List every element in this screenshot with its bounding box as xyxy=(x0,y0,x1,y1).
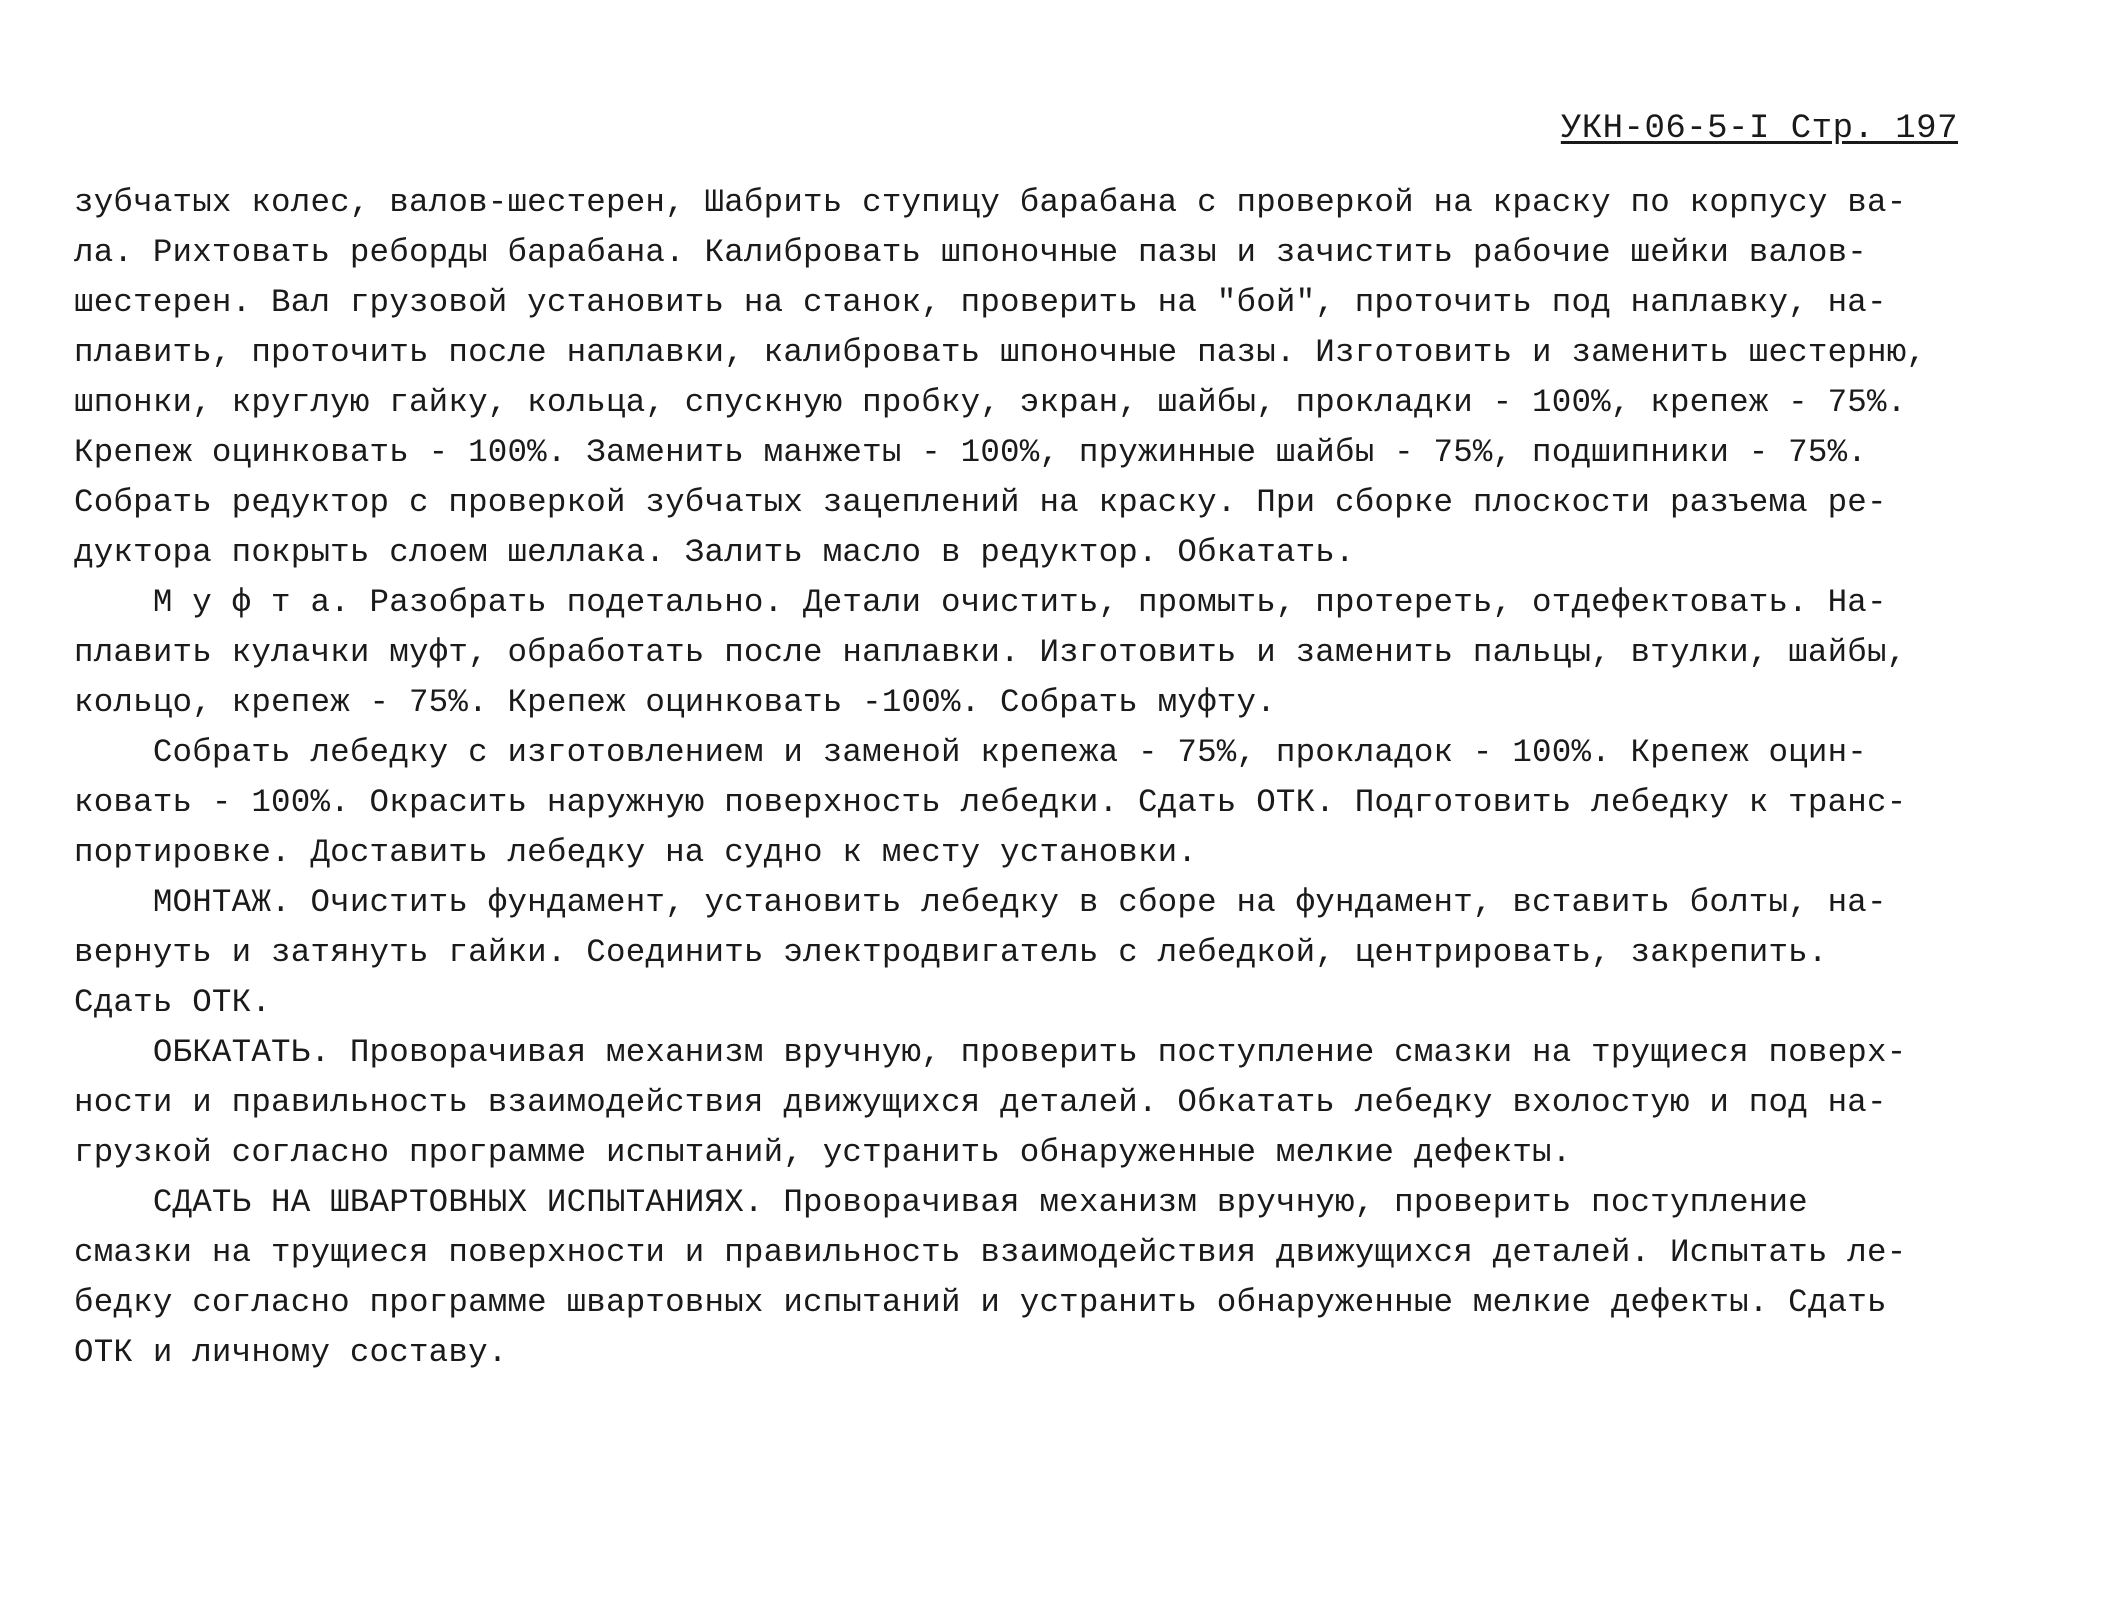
text-line: Собрать лебедку с изготовлением и заменой крепежа - 75%, прокладок - 100%. Крепеж оцин- xyxy=(74,734,1867,771)
text-line: портировке. Доставить лебедку на судно к месту установки. xyxy=(74,834,1198,871)
text-line: шпонки, круглую гайку, кольца, спускную пробку, экран, шайбы, прокладки - 100%, крепеж - 75%. xyxy=(74,384,1907,421)
text-line: плавить, проточить после наплавки, калибровать шпоночные пазы. Изготовить и заменить шестерню, xyxy=(74,334,1927,371)
text-line: грузкой согласно программе испытаний, устранить обнаруженные мелкие дефекты. xyxy=(74,1134,1572,1171)
text-line: ОБКАТАТЬ. Проворачивая механизм вручную, проверить поступление смазки на трущиеся поверх- xyxy=(74,1034,1907,1071)
text-line: смазки на трущиеся поверхности и правильность взаимодействия движущихся деталей. Испытать ле- xyxy=(74,1234,1907,1271)
text-line: ОТК и личному составу. xyxy=(74,1334,508,1371)
document-body xyxy=(74,178,1994,1378)
text-line: СДАТЬ НА ШВАРТОВНЫХ ИСПЫТАНИЯХ. Проворачивая механизм вручную, проверить поступление xyxy=(74,1184,1808,1221)
text-line: Крепеж оцинковать - 100%. Заменить манжеты - 100%, пружинные шайбы - 75%, подшипники - 75%. xyxy=(74,434,1867,471)
text-line: Собрать редуктор с проверкой зубчатых зацеплений на краску. При сборке плоскости разъема ре- xyxy=(74,484,1887,521)
text-line: ковать - 100%. Окрасить наружную поверхность лебедки. Сдать ОТК. Подготовить лебедку к транс- xyxy=(74,784,1907,821)
text-line: вернуть и затянуть гайки. Соединить электродвигатель с лебедкой, центрировать, закрепить. xyxy=(74,934,1828,971)
text-line: дуктора покрыть слоем шеллака. Залить масло в редуктор. Обкатать. xyxy=(74,534,1355,571)
text-line: кольцо, крепеж - 75%. Крепеж оцинковать -100%. Собрать муфту. xyxy=(74,684,1276,721)
text-line: шестерен. Вал грузовой установить на станок, проверить на "бой", проточить под наплавку, на- xyxy=(74,284,1887,321)
text-line: плавить кулачки муфт, обработать после наплавки. Изготовить и заменить пальцы, втулки, шайбы, xyxy=(74,634,1907,671)
text-line: зубчатых колес, валов-шестерен, Шабрить ступицу барабана с проверкой на краску по корпусу ва- xyxy=(74,184,1907,221)
text-line: бедку согласно программе швартовных испытаний и устранить обнаруженные мелкие дефекты. Сдать xyxy=(74,1284,1887,1321)
text-line: Сдать ОТК. xyxy=(74,984,272,1021)
text-line: ности и правильность взаимодействия движущихся деталей. Обкатать лебедку вхолостую и под на- xyxy=(74,1084,1887,1121)
text-line: М у ф т а. Разобрать подетально. Детали очистить, промыть, протереть, отдефектовать. На- xyxy=(74,584,1887,621)
text-line: МОНТАЖ. Очистить фундамент, установить лебедку в сборе на фундамент, вставить болты, на- xyxy=(74,884,1887,921)
text-line: ла. Рихтовать реборды барабана. Калибровать шпоночные пазы и зачистить рабочие шейки валов- xyxy=(74,234,1867,271)
document-reference-header: УКН-06-5-I Стр. 197 xyxy=(1560,110,1958,148)
